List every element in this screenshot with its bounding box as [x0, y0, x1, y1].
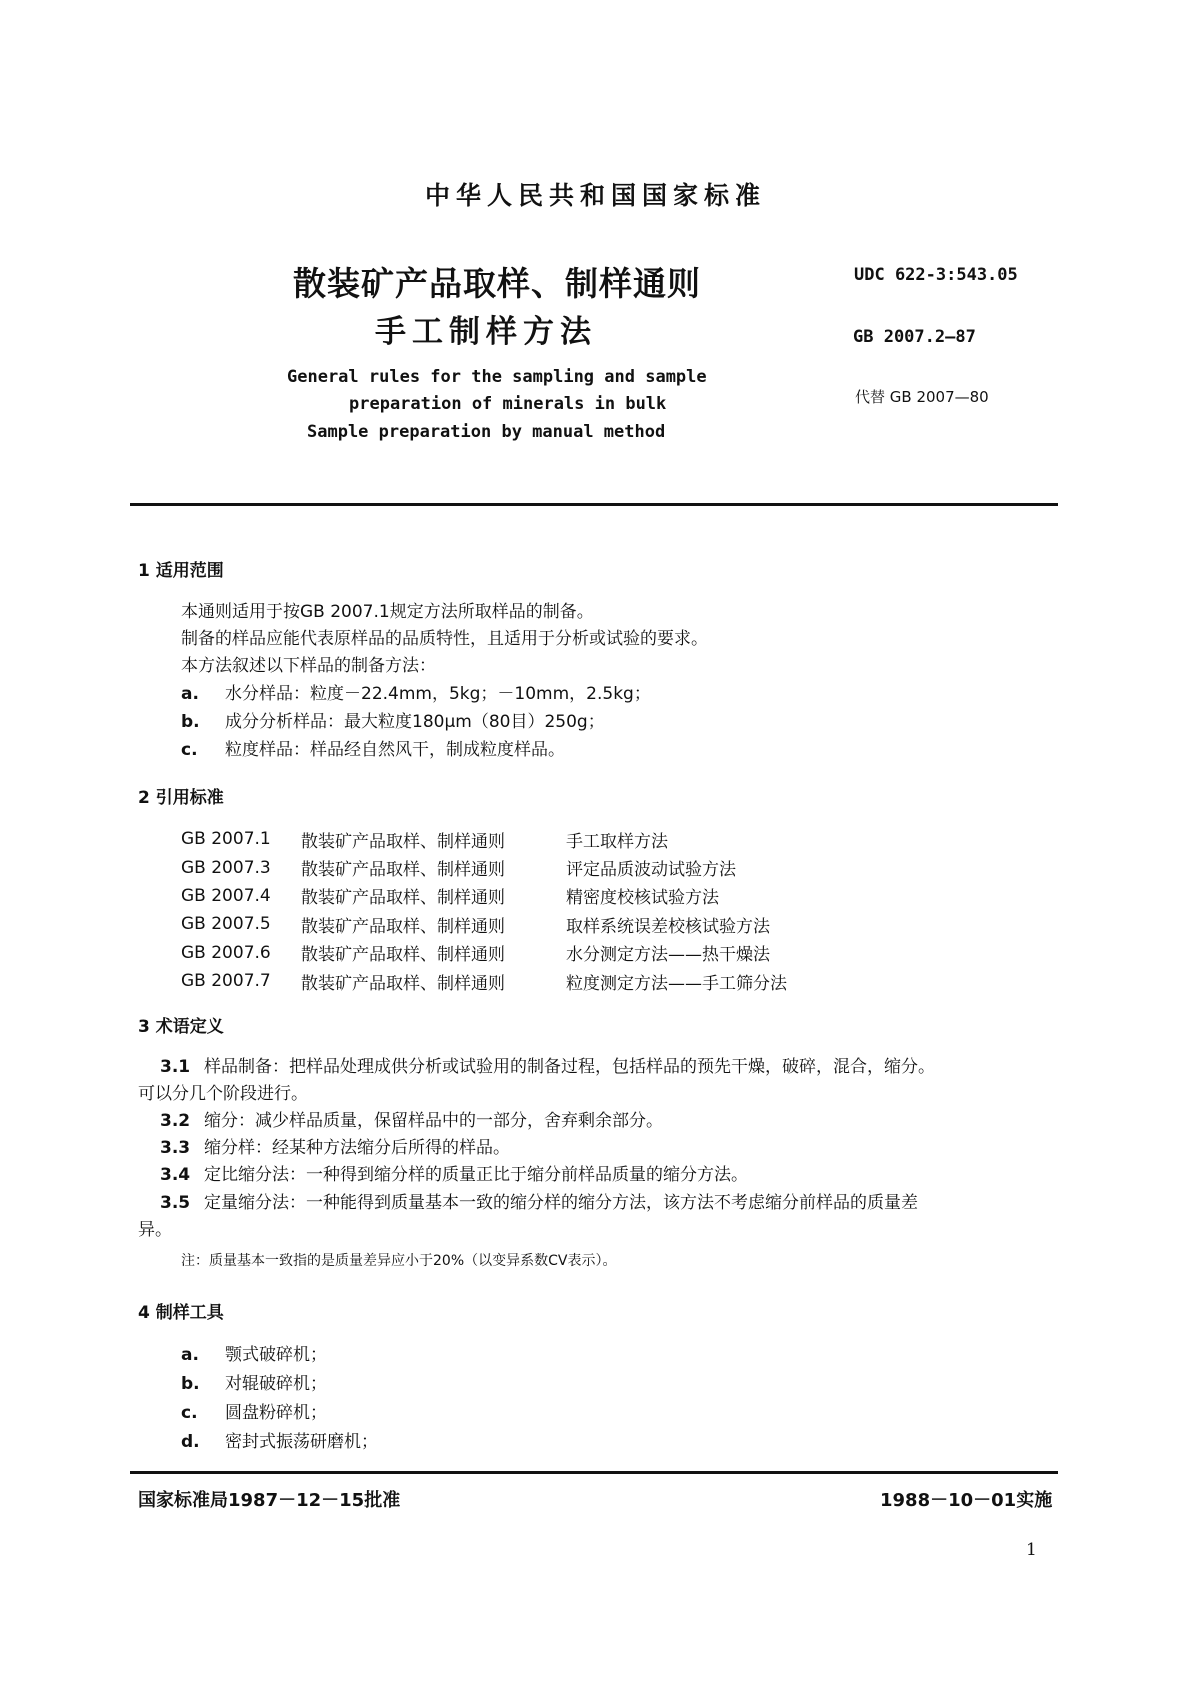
definition-3-5-continuation: 异。 — [138, 1220, 172, 1240]
document-title-line1: 散装矿产品取样、制样通则 — [293, 264, 701, 303]
replaces-standard: 代替 GB 2007—80 — [855, 388, 989, 406]
ref-method: 手工取样方法 — [566, 831, 668, 852]
clause-text: 缩分：减少样品质量，保留样品中的一部分，舍弃剩余部分。 — [204, 1111, 663, 1131]
english-title-line1: General rules for the sampling and sample — [287, 367, 707, 387]
table-row — [181, 967, 787, 995]
list-item-label: a. — [181, 1345, 199, 1365]
list-item-label: c. — [181, 1403, 198, 1423]
definition-3-2 — [160, 1106, 663, 1131]
table-row — [181, 910, 787, 938]
ref-name: 散装矿产品取样、制样通则 — [301, 973, 505, 994]
ref-method: 精密度校核试验方法 — [566, 888, 719, 909]
table-row — [181, 825, 787, 853]
list-item-text: 粒度样品：样品经自然风干，制成粒度样品。 — [225, 740, 565, 760]
definition-3-4 — [160, 1160, 748, 1185]
clause-text: 样品制备：把样品处理成供分析或试验用的制备过程，包括样品的预先干燥，破碎，混合，缩分。 — [204, 1057, 935, 1077]
section-4-list-item — [181, 1427, 378, 1452]
table-row — [181, 853, 787, 881]
bottom-divider — [130, 1471, 1058, 1474]
clause-number: 3.5 — [160, 1193, 191, 1213]
ref-name: 散装矿产品取样、制样通则 — [301, 831, 505, 852]
section-4-list-item — [181, 1398, 327, 1423]
ref-name: 散装矿产品取样、制样通则 — [301, 945, 505, 966]
list-item-label: d. — [181, 1432, 200, 1452]
list-item-label: b. — [181, 712, 200, 732]
table-row — [181, 939, 787, 967]
document-title-line2: 手工制样方法 — [375, 314, 597, 350]
table-row — [181, 882, 787, 910]
section-4-list-item — [181, 1340, 327, 1365]
referenced-standards-table — [181, 825, 787, 995]
ref-code: GB 2007.5 — [181, 914, 271, 935]
top-divider — [130, 503, 1058, 506]
ref-name: 散装矿产品取样、制样通则 — [301, 916, 505, 937]
ref-method: 取样系统误差校核试验方法 — [566, 916, 770, 937]
definition-3-5 — [160, 1188, 918, 1213]
list-item-label: c. — [181, 740, 198, 760]
clause-number: 3.4 — [160, 1165, 191, 1185]
ref-code: GB 2007.6 — [181, 942, 271, 963]
list-item-text: 对辊破碎机； — [225, 1374, 327, 1394]
section-1-list-item — [181, 679, 651, 704]
clause-number: 3.2 — [160, 1111, 191, 1131]
english-title-line2: preparation of minerals in bulk — [349, 394, 667, 414]
clause-number: 3.3 — [160, 1138, 191, 1158]
list-item-text: 密封式振荡研磨机； — [225, 1432, 378, 1452]
section-4-list-item — [181, 1369, 327, 1394]
ref-method: 评定品质波动试验方法 — [566, 860, 736, 881]
clause-text: 定量缩分法：一种能得到质量基本一致的缩分样的缩分方法，该方法不考虑缩分前样品的质量差 — [204, 1193, 918, 1213]
ref-method: 水分测定方法——热干燥法 — [566, 945, 770, 966]
ref-code: GB 2007.3 — [181, 857, 271, 878]
section-4-heading: 4 制样工具 — [138, 1303, 224, 1323]
definition-3-1 — [160, 1052, 935, 1077]
ref-code: GB 2007.4 — [181, 885, 271, 906]
ref-name: 散装矿产品取样、制样通则 — [301, 888, 505, 909]
section-1-list-item — [181, 707, 605, 732]
list-item-text: 成分分析样品：最大粒度180μm（80目）250g； — [225, 712, 605, 732]
ref-method: 粒度测定方法——手工筛分法 — [566, 973, 787, 994]
ref-code: GB 2007.1 — [181, 829, 271, 850]
gb-standard-code: GB 2007.2—87 — [853, 327, 976, 347]
page-number: 1 — [1026, 1540, 1037, 1560]
definition-3-1-continuation: 可以分几个阶段进行。 — [138, 1084, 308, 1104]
ref-code: GB 2007.7 — [181, 971, 271, 992]
section-1-paragraph: 本方法叙述以下样品的制备方法： — [181, 656, 436, 676]
approval-date: 国家标准局1987－12－15批准 — [138, 1490, 401, 1511]
section-1-list-item — [181, 735, 565, 760]
list-item-label: a. — [181, 684, 199, 704]
section-3-note: 注：质量基本一致指的是质量差异应小于20%（以变异系数CV表示）。 — [181, 1253, 617, 1269]
section-2-heading: 2 引用标准 — [138, 788, 224, 808]
clause-text: 定比缩分法：一种得到缩分样的质量正比于缩分前样品质量的缩分方法。 — [204, 1165, 748, 1185]
clause-number: 3.1 — [160, 1057, 191, 1077]
section-1-paragraph: 制备的样品应能代表原样品的品质特性，且适用于分析或试验的要求。 — [181, 629, 708, 649]
section-1-heading: 1 适用范围 — [138, 561, 224, 581]
section-3-heading: 3 术语定义 — [138, 1017, 224, 1037]
effective-date: 1988－10－01实施 — [880, 1490, 1053, 1511]
ref-name: 散装矿产品取样、制样通则 — [301, 860, 505, 881]
clause-text: 缩分样：经某种方法缩分后所得的样品。 — [204, 1138, 510, 1158]
english-title-line3: Sample preparation by manual method — [307, 422, 666, 442]
list-item-label: b. — [181, 1374, 200, 1394]
list-item-text: 水分样品：粒度－22.4mm，5kg；－10mm，2.5kg； — [225, 684, 651, 704]
definition-3-3 — [160, 1133, 510, 1158]
list-item-text: 颚式破碎机； — [225, 1345, 327, 1365]
national-standard-heading: 中华人民共和国国家标准 — [424, 181, 766, 210]
list-item-text: 圆盘粉碎机； — [225, 1403, 327, 1423]
udc-code: UDC 622-3:543.05 — [854, 265, 1018, 285]
section-1-paragraph: 本通则适用于按GB 2007.1规定方法所取样品的制备。 — [181, 602, 594, 622]
